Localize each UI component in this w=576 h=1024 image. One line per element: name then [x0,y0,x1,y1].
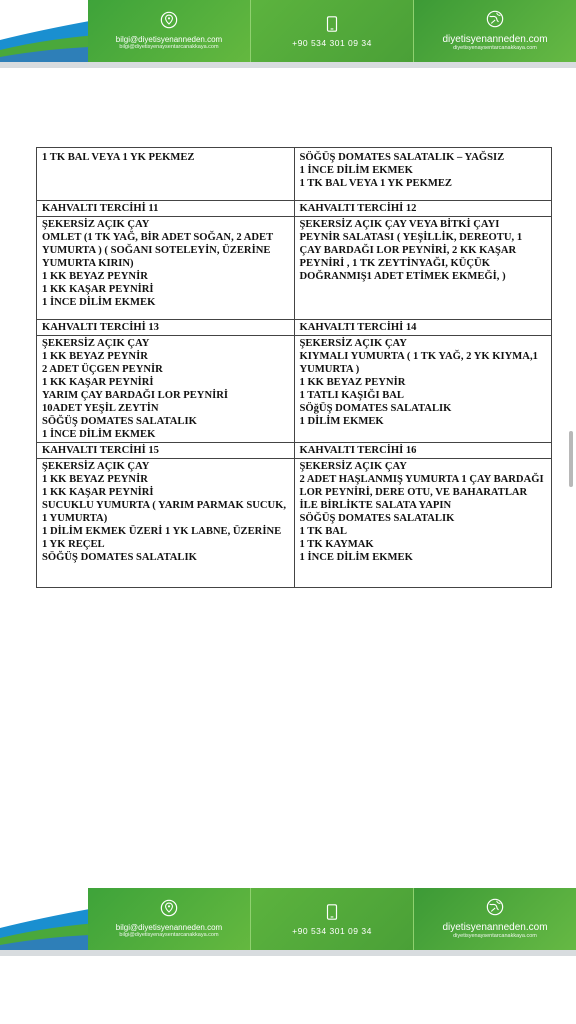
email-line-1: bilgi@diyetisyenanneden.com [115,35,223,44]
phone-icon [323,903,341,921]
table-cell [294,148,552,201]
email-line-2: bilgi@diyetisyenaysentarcanakkaya.com [119,44,219,50]
footer-divider [0,950,576,956]
vertical-scrollbar[interactable] [569,431,573,487]
location-pin-icon [160,11,178,29]
phone-panel [250,888,414,950]
cell-line: ŞEKERSİZ AÇIK ÇAY [42,338,150,349]
cell-line: 1 KK KAŞAR PEYNİRİ [42,284,154,295]
cell-line: 2 ADET HAŞLANMIŞ YUMURTA 1 ÇAY BARDAĞI LOR PEYNİRİ, DERE OTU, VE BAHARATLAR İLE BİRLİKTE SALATA YAPIN [299,474,544,511]
email-line-2: bilgi@diyetisyenaysentarcanakkaya.com [119,932,219,938]
globe-icon [486,898,504,916]
option-heading: KAHVALTI TERCİHİ 16 [294,443,552,459]
cell-line: 1 TK BAL [299,526,347,537]
cell-line: PEYNİR SALATASI ( YEŞİLLİK, DEREOTU, 1 ÇAY BARDAĞI LOR PEYNİRİ, 2 KK KAŞAR PEYNİRİ , 1 TK ZEYTİNYAĞI, KÜÇÜK DOĞRANMIŞ1 ADET ETİMEK EKMEĞİ, ) [299,232,523,282]
cell-line: 1 İNCE DİLİM EKMEK [42,297,156,308]
option-heading: KAHVALTI TERCİHİ 11 [37,201,295,217]
location-pin-icon [160,899,178,917]
table-cell [37,459,295,588]
table-cell [294,459,552,588]
web-panel [414,888,576,950]
table-cell [294,336,552,443]
cell-line: 1 KK BEYAZ PEYNİR [42,351,148,362]
cell-line: 1 KK BEYAZ PEYNİR [42,474,148,485]
cell-line: YARIM ÇAY BARDAĞI LOR PEYNİRİ [42,390,228,401]
option-heading: KAHVALTI TERCİHİ 14 [294,320,552,336]
cell-line: OMLET (1 TK YAĞ, BİR ADET SOĞAN, 2 ADET YUMURTA ) ( SOĞANI SOTELEYİN, ÜZERİNE YUMURTA KIRIN) [42,232,273,269]
header-banner [0,0,576,62]
website-line-2: diyetisyenaysentarcanakkaya.com [453,933,537,939]
cell-line: ŞEKERSİZ AÇIK ÇAY [42,219,150,230]
table-header-row [37,320,552,336]
cell-line: SÖĞÜŞ DOMATES SALATALIK [299,513,455,524]
phone-number: +90 534 301 09 34 [292,925,372,936]
header-divider [0,62,576,68]
website-line-1: diyetisyenanneden.com [442,34,548,45]
globe-icon [486,10,504,28]
footer-banner [0,888,576,950]
cell-line: SÖĞÜŞ DOMATES SALATALIK [42,416,197,427]
cell-line: 1 İNCE DİLİM EKMEK [42,429,156,440]
email-line-1: bilgi@diyetisyenanneden.com [115,923,223,932]
phone-icon [323,15,341,33]
table-header-row [37,443,552,459]
breakfast-menu-table [36,147,552,588]
cell-line: ŞEKERSİZ AÇIK ÇAY VEYA BİTKİ ÇAYI [299,219,500,230]
table-header-row [37,201,552,217]
cell-line: 1 DİLİM EKMEK [299,416,384,427]
table-cell [37,336,295,443]
phone-panel [250,0,414,62]
cell-line: ŞEKERSİZ AÇIK ÇAY [299,338,407,349]
cell-line: 1 DİLİM EKMEK ÜZERİ 1 YK LABNE, ÜZERİNE 1 YK REÇEL [42,526,282,550]
cell-line: 10ADET YEŞİL ZEYTİN [42,403,159,414]
cell-line: 1 İNCE DİLİM EKMEK [299,552,413,563]
email-panel [88,888,250,950]
cell-line: 2 ADET ÜÇGEN PEYNİR [42,364,163,375]
cell-line: 1 KK BEYAZ PEYNİR [299,377,406,388]
table-cell [37,148,295,201]
cell-line: SÖĞÜŞ DOMATES SALATALIK – YAĞSIZ [299,152,505,163]
cell-line: SÖğÜŞ DOMATES SALATALIK [299,403,452,414]
table-cell [37,217,295,320]
cell-line: 1 TK KAYMAK [299,539,374,550]
cell-line: KIYMALI YUMURTA ( 1 TK YAĞ, 2 YK KIYMA,1 YUMURTA ) [299,351,538,375]
cell-line: 1 TK BAL VEYA 1 YK PEKMEZ [299,178,452,189]
email-panel [88,0,250,62]
option-heading: KAHVALTI TERCİHİ 15 [37,443,295,459]
table-row [37,217,552,320]
cell-line: 1 İNCE DİLİM EKMEK [299,165,413,176]
table-row [37,459,552,588]
table-row [37,336,552,443]
cell-line: 1 KK KAŞAR PEYNİRİ [42,377,154,388]
web-panel [414,0,576,62]
cell-line: 1 KK BEYAZ PEYNİR [42,271,148,282]
website-line-1: diyetisyenanneden.com [442,922,548,933]
website-line-2: diyetisyenaysentarcanakkaya.com [453,45,537,51]
cell-line: 1 KK KAŞAR PEYNİRİ [42,487,154,498]
table-row [37,148,552,201]
phone-number: +90 534 301 09 34 [292,37,372,48]
table-cell [294,217,552,320]
cell-line: SÖĞÜŞ DOMATES SALATALIK [42,552,197,563]
cell-line: 1 TATLI KAŞIĞI BAL [299,390,404,401]
cell-line: ŞEKERSİZ AÇIK ÇAY [42,461,150,472]
option-heading: KAHVALTI TERCİHİ 12 [294,201,552,217]
cell-line: ŞEKERSİZ AÇIK ÇAY [299,461,407,472]
option-heading: KAHVALTI TERCİHİ 13 [37,320,295,336]
cell-line: 1 TK BAL VEYA 1 YK PEKMEZ [42,152,195,163]
cell-line: SUCUKLU YUMURTA ( YARIM PARMAK SUCUK, 1 YUMURTA) [42,500,287,524]
